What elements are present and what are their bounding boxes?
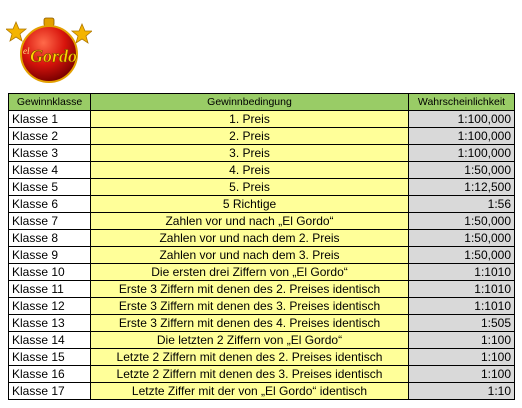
cell-condition: Zahlen vor und nach dem 3. Preis bbox=[91, 247, 409, 264]
cell-class: Klasse 2 bbox=[9, 128, 91, 145]
table-row bbox=[9, 128, 515, 145]
cell-probability: 1:100,000 bbox=[409, 145, 515, 162]
table-row bbox=[9, 247, 515, 264]
cell-condition: Zahlen vor und nach „El Gordo“ bbox=[91, 213, 409, 230]
prize-odds-table bbox=[8, 93, 515, 400]
cell-class: Klasse 13 bbox=[9, 315, 91, 332]
cell-condition: 2. Preis bbox=[91, 128, 409, 145]
table-header-row bbox=[9, 94, 515, 111]
table-row bbox=[9, 230, 515, 247]
cell-probability: 1:505 bbox=[409, 315, 515, 332]
cell-probability: 1:50,000 bbox=[409, 162, 515, 179]
cell-class: Klasse 1 bbox=[9, 111, 91, 128]
cell-condition: Erste 3 Ziffern mit denen des 4. Preises identisch bbox=[91, 315, 409, 332]
cell-probability: 1:1010 bbox=[409, 281, 515, 298]
table-row bbox=[9, 281, 515, 298]
cell-class: Klasse 9 bbox=[9, 247, 91, 264]
cell-condition: Zahlen vor und nach dem 2. Preis bbox=[91, 230, 409, 247]
cell-condition: 5 Richtige bbox=[91, 196, 409, 213]
cell-condition: 5. Preis bbox=[91, 179, 409, 196]
table-row bbox=[9, 315, 515, 332]
cell-probability: 1:12,500 bbox=[409, 179, 515, 196]
table-row bbox=[9, 298, 515, 315]
cell-class: Klasse 7 bbox=[9, 213, 91, 230]
logo-prefix: el bbox=[23, 46, 30, 56]
cell-probability: 1:50,000 bbox=[409, 247, 515, 264]
cell-class: Klasse 10 bbox=[9, 264, 91, 281]
cell-probability: 1:50,000 bbox=[409, 230, 515, 247]
cell-class: Klasse 11 bbox=[9, 281, 91, 298]
table-row bbox=[9, 111, 515, 128]
cell-condition: Letzte 2 Ziffern mit denen des 2. Preises identisch bbox=[91, 349, 409, 366]
cell-probability: 1:10 bbox=[409, 383, 515, 400]
cell-condition: 4. Preis bbox=[91, 162, 409, 179]
cell-class: Klasse 12 bbox=[9, 298, 91, 315]
header-probability: Wahrscheinlichkeit bbox=[409, 94, 515, 111]
header-condition: Gewinnbedingung bbox=[91, 94, 409, 111]
cell-probability: 1:1010 bbox=[409, 298, 515, 315]
table-body bbox=[9, 111, 515, 400]
table-row bbox=[9, 264, 515, 281]
table-row bbox=[9, 145, 515, 162]
cell-condition: 1. Preis bbox=[91, 111, 409, 128]
cell-class: Klasse 3 bbox=[9, 145, 91, 162]
star-left-icon bbox=[6, 22, 26, 41]
table-row bbox=[9, 366, 515, 383]
cell-class: Klasse 17 bbox=[9, 383, 91, 400]
table-row bbox=[9, 196, 515, 213]
cell-class: Klasse 8 bbox=[9, 230, 91, 247]
cell-class: Klasse 5 bbox=[9, 179, 91, 196]
table-row bbox=[9, 179, 515, 196]
cell-class: Klasse 14 bbox=[9, 332, 91, 349]
cell-condition: Letzte 2 Ziffern mit denen des 3. Preises identisch bbox=[91, 366, 409, 383]
cell-condition: Letzte Ziffer mit der von „El Gordo“ identisch bbox=[91, 383, 409, 400]
cell-condition: Erste 3 Ziffern mit denen des 2. Preises identisch bbox=[91, 281, 409, 298]
cell-condition: 3. Preis bbox=[91, 145, 409, 162]
cell-probability: 1:50,000 bbox=[409, 213, 515, 230]
table-row bbox=[9, 332, 515, 349]
table-row bbox=[9, 349, 515, 366]
logo-text: Gordo bbox=[30, 46, 78, 66]
cell-probability: 1:1010 bbox=[409, 264, 515, 281]
cell-probability: 1:100 bbox=[409, 349, 515, 366]
cell-probability: 1:100 bbox=[409, 366, 515, 383]
cell-probability: 1:100,000 bbox=[409, 111, 515, 128]
star-right-icon bbox=[72, 24, 92, 43]
cell-class: Klasse 16 bbox=[9, 366, 91, 383]
cell-class: Klasse 4 bbox=[9, 162, 91, 179]
cell-class: Klasse 6 bbox=[9, 196, 91, 213]
cell-condition: Die letzten 2 Ziffern von „El Gordo“ bbox=[91, 332, 409, 349]
cell-probability: 1:100 bbox=[409, 332, 515, 349]
cell-class: Klasse 15 bbox=[9, 349, 91, 366]
table-row bbox=[9, 383, 515, 400]
table-row bbox=[9, 213, 515, 230]
header-class: Gewinnklasse bbox=[9, 94, 91, 111]
cell-condition: Erste 3 Ziffern mit denen des 3. Preises identisch bbox=[91, 298, 409, 315]
cell-probability: 1:56 bbox=[409, 196, 515, 213]
cell-probability: 1:100,000 bbox=[409, 128, 515, 145]
el-gordo-logo bbox=[6, 16, 92, 86]
cell-condition: Die ersten drei Ziffern von „El Gordo“ bbox=[91, 264, 409, 281]
table-row bbox=[9, 162, 515, 179]
